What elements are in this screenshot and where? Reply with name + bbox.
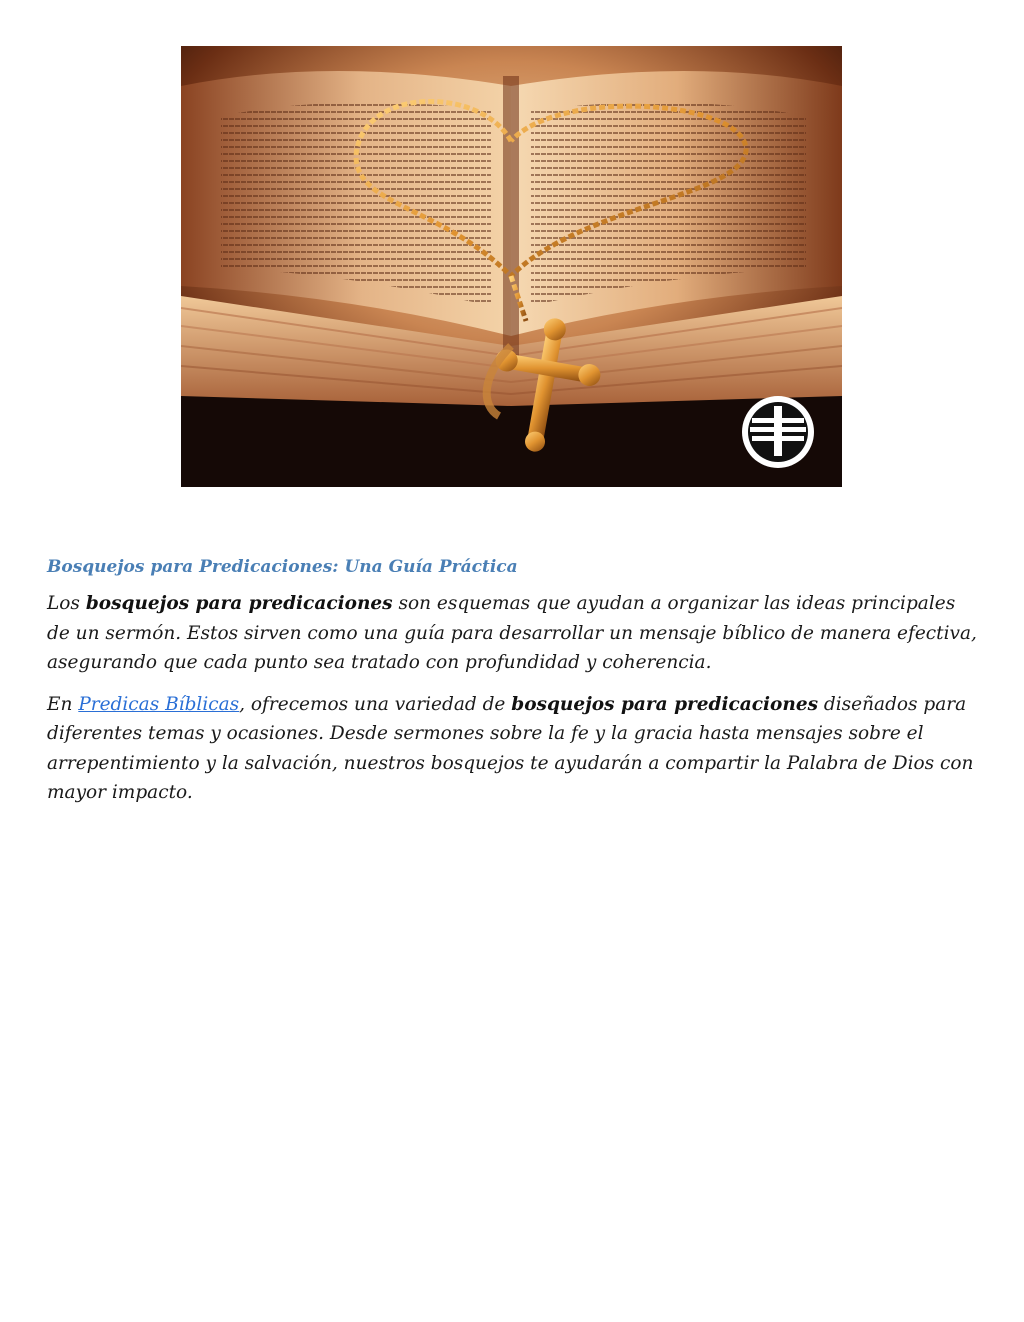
- ministry-emblem-icon: [742, 396, 814, 468]
- p1-lead: Los: [47, 593, 86, 614]
- hero-image: [181, 46, 842, 487]
- open-bible-with-cross-illustration: [181, 46, 842, 487]
- p2-lead: En: [47, 693, 79, 715]
- p2-rest: diseñados para diferentes temas y ocasiones. Desde sermones sobre la fe y la gracia hasta mensajes sobre el arrepentimiento y la salvación, nuestros bosquejos te ayudarán a compartir la Palabra de Dios con mayor impacto.: [47, 693, 974, 803]
- p1-rest: son esquemas que ayudan a organizar las ideas principales de un sermón. Estos sirven como una guía para desarrollar un mensaje bíblico de manera efectiva, asegurando que cada punto sea tratado con profundidad y coherencia.: [47, 593, 977, 673]
- paragraph-offer: [47, 690, 977, 808]
- predicas-biblicas-link[interactable]: Predicas Bíblicas: [78, 693, 240, 715]
- p2-bold-keyword: bosquejos para predicaciones: [511, 693, 819, 715]
- paragraph-intro: [47, 589, 977, 678]
- article-heading: Bosquejos para Predicaciones: Una Guía Práctica: [47, 557, 518, 577]
- article: [47, 553, 977, 820]
- p1-bold-keyword: bosquejos para predicaciones: [85, 593, 393, 614]
- p2-mid: , ofrecemos una variedad de: [239, 693, 512, 715]
